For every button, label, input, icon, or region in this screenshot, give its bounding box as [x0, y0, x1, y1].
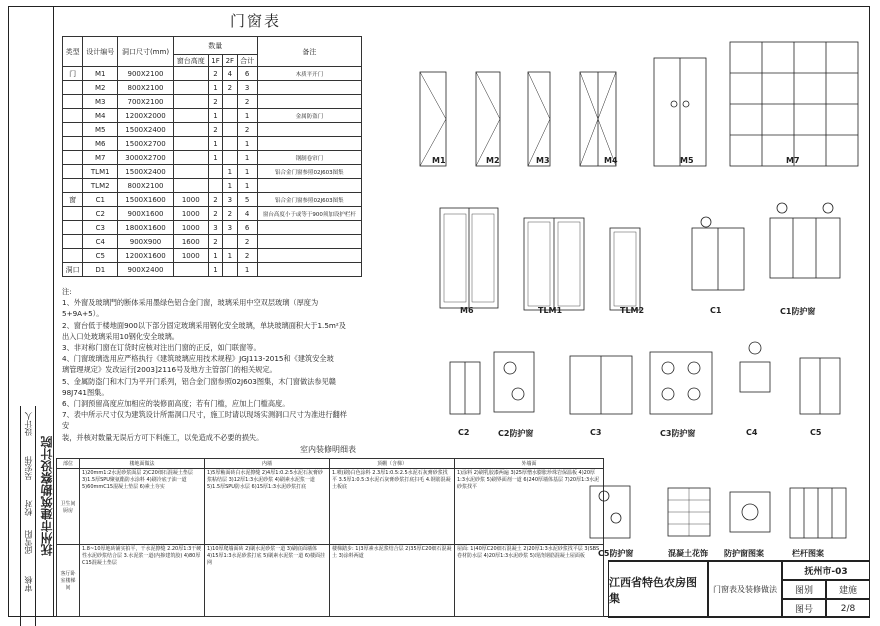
door-m3 [528, 72, 550, 166]
door-cell-total: 1 [237, 165, 257, 179]
door-cell-note: 金属防盗门 [257, 109, 361, 123]
door-cell-f1: 1 [208, 137, 222, 151]
door-table-row [63, 263, 362, 277]
finish-header-wall: 内墙 [205, 459, 330, 469]
door-cell-code: M7 [83, 151, 118, 165]
door-table-row [63, 123, 362, 137]
label-c3-guard: C3防护窗 [660, 429, 696, 438]
header-qty: 数量 [173, 37, 257, 55]
door-cell-total: 1 [237, 137, 257, 151]
roles-column [20, 406, 36, 626]
door-m1 [420, 72, 446, 166]
label-tlm2: TLM2 [620, 306, 645, 315]
label-c3: C3 [590, 428, 602, 437]
door-cell-type [63, 137, 83, 151]
header-note: 备注 [257, 37, 361, 67]
door-cell-type [63, 123, 83, 137]
note-line: 璃管理规定》发改运行[2003]2116号及地方主管部门的相关规定。 [62, 365, 277, 375]
door-cell-size: 1500X2700 [118, 137, 173, 151]
door-cell-f1: 3 [208, 221, 222, 235]
guard-pattern [730, 492, 770, 532]
note-line: 3、非对称门窗在订货时应核对注出门窗的正反，如门联窗等。 [62, 343, 261, 353]
sheet-title: 门窗表 [230, 12, 282, 30]
door-cell-sill [173, 95, 208, 109]
window-c1 [692, 217, 744, 290]
window-c4 [740, 342, 770, 392]
door-cell-code: TLM2 [83, 179, 118, 193]
door-cell-size: 1500X2400 [118, 123, 173, 137]
left-title-strip [8, 6, 54, 617]
door-cell-f2 [223, 95, 237, 109]
door-tlm2 [610, 228, 640, 310]
door-cell-type [63, 221, 83, 235]
label-railing-pattern: 栏杆图案 [792, 549, 824, 558]
door-table-row [63, 165, 362, 179]
door-cell-size: 800X2100 [118, 81, 173, 95]
door-cell-f1: 2 [208, 123, 222, 137]
door-cell-code: M4 [83, 109, 118, 123]
door-m7 [730, 42, 858, 166]
finish-row2-exterior: 屋面: 1)40厚C20细石混凝土 2)20厚1:3水泥砂浆找平层 3)SBS卷材防水层 4)20厚1:3水泥砂浆 5)现浇钢筋混凝土屋面板 [455, 545, 604, 617]
door-table-row [63, 179, 362, 193]
project-name: 江西省特色农房图集 [608, 561, 708, 618]
door-window-table [62, 36, 362, 277]
finish-row1-ceiling: 1.喷(刷)白色涂料 2.3厚1:0.5:2.5水泥石灰膏砂浆找平 3.5厚1:0.5:3水泥石灰膏砂浆打底扫毛 4.钢筋混凝土板底 [330, 469, 455, 545]
door-cell-f2: 3 [223, 221, 237, 235]
door-table-row [63, 137, 362, 151]
door-cell-note [257, 179, 361, 193]
label-m4: M4 [604, 156, 618, 165]
door-cell-type [63, 109, 83, 123]
door-cell-type [63, 81, 83, 95]
window-c5-guard [590, 486, 630, 538]
label-guard-pattern: 防护窗图案 [724, 549, 764, 558]
role-designer: 设计人 [24, 412, 33, 436]
finish-row2-floor: 1.8~10厚地砖铺实拍平，干水泥擦缝 2.20厚1:3干硬性水泥砂浆结合层 3.水泥浆一道(内掺建筑胶) 4)80厚C15混凝土垫层 [80, 545, 205, 617]
door-cell-note [257, 221, 361, 235]
note-line: 5、金属防盗门和木门为平开门系列，铝合金门窗参照02J603图集，木门窗做法参见赣 [62, 376, 336, 386]
door-cell-total: 1 [237, 263, 257, 277]
door-cell-note [257, 249, 361, 263]
door-cell-type: 门 [63, 67, 83, 81]
door-cell-sill [173, 179, 208, 193]
note-line: 6、门洞预留高度应加相应的装修面高度；若有门槛，应加上门槛高度。 [62, 399, 290, 409]
door-cell-total: 2 [237, 95, 257, 109]
window-c3-guard [650, 352, 712, 414]
institute-name: 抚州市建筑勘察设计院 [40, 436, 54, 556]
window-c1-guard [770, 203, 840, 278]
door-table-row [63, 207, 362, 221]
door-cell-f1: 1 [208, 109, 222, 123]
door-cell-total: 6 [237, 221, 257, 235]
door-cell-code: C4 [83, 235, 118, 249]
drawing-type-label: 图别 [782, 580, 826, 599]
door-cell-type [63, 249, 83, 263]
finish-header-part: 部位 [57, 459, 80, 469]
door-table-row [63, 221, 362, 235]
label-c5: C5 [810, 428, 822, 437]
header-code: 设计编号 [83, 37, 118, 67]
door-cell-total: 6 [237, 67, 257, 81]
door-cell-sill: 1000 [173, 207, 208, 221]
role-designer-name: 吴宏伟 [24, 456, 33, 480]
role-check: 校对 [24, 500, 33, 516]
door-cell-f1 [208, 179, 222, 193]
label-m3: M3 [536, 156, 550, 165]
door-cell-size: 1800X1600 [118, 221, 173, 235]
door-cell-f2 [223, 151, 237, 165]
window-c2 [450, 362, 480, 414]
door-cell-sill: 1000 [173, 193, 208, 207]
general-notes [62, 286, 352, 443]
finish-row1-label: 卫生间厨房 [57, 469, 80, 545]
door-cell-sill [173, 67, 208, 81]
door-cell-f1: 2 [208, 207, 222, 221]
door-cell-code: TLM1 [83, 165, 118, 179]
finish-header-floor: 楼地面做法 [80, 459, 205, 469]
door-cell-note: 木质平开门 [257, 67, 361, 81]
sheet-no-label: 图号 [782, 599, 826, 618]
door-cell-type: 窗 [63, 193, 83, 207]
header-type: 类型 [63, 37, 83, 67]
door-cell-f2: 1 [223, 249, 237, 263]
door-cell-note: 窗台高度小于或等于900须加设护栏杆 [257, 207, 361, 221]
finish-header-ceiling: 顶棚（含梯） [330, 459, 455, 469]
label-c5-guard: C5防护窗 [598, 549, 634, 558]
door-cell-sill [173, 81, 208, 95]
door-cell-total: 1 [237, 151, 257, 165]
note-line: 4、门窗玻璃选用应严格执行《建筑玻璃应用技术规程》JGJ113-2015和《建筑安全玻 [62, 354, 334, 364]
door-cell-total: 1 [237, 109, 257, 123]
note-line: 出入口处玻璃采用10钢化安全玻璃。 [62, 331, 179, 341]
door-cell-f1: 1 [208, 81, 222, 95]
sheet-no: 2/8 [826, 599, 870, 618]
door-cell-code: C3 [83, 221, 118, 235]
railing-pattern [790, 488, 846, 538]
door-cell-sill [173, 109, 208, 123]
label-tlm1: TLM1 [538, 306, 563, 315]
door-cell-code: M3 [83, 95, 118, 109]
door-cell-note: 铝合金门窗参照02J603图集 [257, 193, 361, 207]
finish-row1-exterior: 1)涂料 2)刷乳胶漆两遍 3)25厚憎水膨胀珍珠岩保温板 4)20厚1:3水泥砂浆 5)刷界面剂一道 6)240厚墙体基层 7)20厚1:3水泥砂浆找平 [455, 469, 604, 545]
door-cell-f2 [223, 109, 237, 123]
door-cell-f1: 2 [208, 67, 222, 81]
door-cell-type [63, 207, 83, 221]
door-m2 [476, 72, 500, 166]
label-c1-guard: C1防护窗 [780, 307, 816, 316]
door-cell-f2 [223, 235, 237, 249]
finish-row2-ceiling: 楼梯踏步: 1)3厚素水泥浆结合层 2)35厚C20细石混凝土 3)涂料两道 [330, 545, 455, 617]
door-cell-sill [173, 123, 208, 137]
door-table-row [63, 109, 362, 123]
door-table-row [63, 193, 362, 207]
label-m7: M7 [786, 156, 800, 165]
door-cell-size: 900X2400 [118, 263, 173, 277]
door-cell-sill: 1600 [173, 235, 208, 249]
door-cell-f2: 3 [223, 193, 237, 207]
door-cell-code: C2 [83, 207, 118, 221]
role-check-name: 邱雪阳 [24, 530, 33, 554]
door-cell-code: M2 [83, 81, 118, 95]
note-line: 2、窗台低于楼地面900以下部分固定玻璃采用钢化安全玻璃，单块玻璃面积大于1.5m²及 [62, 320, 346, 330]
door-cell-f2: 1 [223, 165, 237, 179]
door-table-row [63, 81, 362, 95]
door-cell-total: 5 [237, 193, 257, 207]
label-c2-guard: C2防护窗 [498, 429, 534, 438]
drawing-name: 门窗表及装修做法 [708, 561, 782, 618]
door-cell-total: 2 [237, 249, 257, 263]
door-cell-code: M5 [83, 123, 118, 137]
door-cell-f1 [208, 165, 222, 179]
header-sill: 窗台高度 [173, 55, 208, 67]
door-cell-f1: 2 [208, 235, 222, 249]
door-cell-note [257, 263, 361, 277]
door-tlm1 [524, 218, 584, 310]
door-cell-total: 3 [237, 81, 257, 95]
door-cell-type [63, 179, 83, 193]
door-cell-f2: 4 [223, 67, 237, 81]
door-cell-type [63, 165, 83, 179]
door-cell-f2: 2 [223, 207, 237, 221]
door-cell-f1: 1 [208, 151, 222, 165]
door-cell-size: 900X1600 [118, 207, 173, 221]
door-cell-size: 900X900 [118, 235, 173, 249]
interior-finish-title: 室内装修明细表 [300, 445, 356, 454]
door-cell-total: 1 [237, 179, 257, 193]
door-table-row [63, 67, 362, 81]
label-m2: M2 [486, 156, 500, 165]
door-cell-note [257, 81, 361, 95]
window-c3 [570, 356, 632, 414]
door-cell-f2: 2 [223, 81, 237, 95]
concrete-ornament [668, 488, 710, 536]
door-cell-type [63, 235, 83, 249]
door-table-row [63, 151, 362, 165]
door-cell-total: 4 [237, 207, 257, 221]
door-cell-sill [173, 165, 208, 179]
door-cell-type: 洞口 [63, 263, 83, 277]
door-cell-size: 1200X2000 [118, 109, 173, 123]
door-cell-total: 2 [237, 123, 257, 137]
door-cell-f2 [223, 263, 237, 277]
note-line: 98J741图集。 [62, 387, 109, 397]
label-c4: C4 [746, 428, 758, 437]
note-line: 装，并核对数量无误后方可下料施工，以免造成不必要的损失。 [62, 432, 264, 442]
door-cell-sill [173, 263, 208, 277]
door-cell-code: C5 [83, 249, 118, 263]
door-cell-size: 900X2100 [118, 67, 173, 81]
window-c5 [800, 358, 840, 414]
note-line: 5+9A+5）。 [62, 309, 104, 319]
elevation-drawings [410, 22, 870, 562]
finish-row1-floor: 1)20mm1:2水泥砂浆面层 2)C20细石混凝土垫层 3)1.5厚SPU聚氨酯防水涂料 4)刷冷底子油一道 5)60mmC15混凝土垫层 6)素土夯实 [80, 469, 205, 545]
door-cell-note: 钢制卷帘门 [257, 151, 361, 165]
label-m6: M6 [460, 306, 474, 315]
window-c2-guard [494, 352, 534, 412]
door-cell-f1: 1 [208, 249, 222, 263]
finish-row2-wall: 1)10厚爬墙面砖 2)刷水泥砂浆一道 3)刷底面墙体 4)15厚1:3水泥砂浆打底 5)刷素水泥浆一道 6)楼面挂网 [205, 545, 330, 617]
door-cell-code: M6 [83, 137, 118, 151]
door-table-row [63, 95, 362, 109]
door-cell-f1: 1 [208, 263, 222, 277]
door-cell-type [63, 95, 83, 109]
door-cell-f1: 2 [208, 193, 222, 207]
door-cell-code: D1 [83, 263, 118, 277]
door-m5 [654, 58, 706, 166]
note-line: 7、表中所示尺寸仅为建筑设计所需洞口尺寸，施工时请以现场实测洞口尺寸为准进行翻样安 [62, 410, 347, 431]
door-cell-note [257, 123, 361, 137]
drawing-type: 建施 [826, 580, 870, 599]
door-cell-size: 800X2100 [118, 179, 173, 193]
finish-row2-label: 客厅卧室楼梯间 [57, 545, 80, 617]
header-f1: 1F [208, 55, 222, 67]
label-concrete-ornament: 混凝土花饰 [668, 549, 708, 558]
door-m6 [440, 208, 498, 308]
door-cell-sill: 1000 [173, 221, 208, 235]
sheet-code: 抚州市-03 [782, 561, 870, 580]
door-cell-f2 [223, 137, 237, 151]
note-line: 1、外窗及玻璃門的断体采用墨绿色铝合金门窗，玻璃采用中空双层玻璃（厚度为 [62, 298, 319, 308]
door-cell-type [63, 151, 83, 165]
door-cell-sill [173, 137, 208, 151]
label-m5: M5 [680, 156, 694, 165]
door-table-row [63, 249, 362, 263]
note-line: 注: [62, 287, 72, 296]
door-cell-code: C1 [83, 193, 118, 207]
door-cell-code: M1 [83, 67, 118, 81]
door-table-row [63, 235, 362, 249]
header-total: 合计 [237, 55, 257, 67]
door-m4 [580, 72, 616, 166]
door-cell-note: 铝合金门窗参照02J603图集 [257, 165, 361, 179]
door-cell-size: 3000X2700 [118, 151, 173, 165]
door-cell-f1: 2 [208, 95, 222, 109]
door-cell-sill: 1000 [173, 249, 208, 263]
door-cell-size: 700X2100 [118, 95, 173, 109]
role-review: 审核 [24, 576, 33, 592]
label-c2: C2 [458, 428, 470, 437]
door-cell-size: 1200X1600 [118, 249, 173, 263]
header-size: 洞口尺寸(mm) [118, 37, 173, 67]
label-m1: M1 [432, 156, 446, 165]
door-cell-total: 2 [237, 235, 257, 249]
door-cell-note [257, 235, 361, 249]
finish-row1-wall: 1)5厚釉面砖白水泥擦缝 2)4厚1:0.2:5水泥石灰膏砂浆粘结层 3)12厚1:3水泥砂浆 4)刷素水泥浆一道 5)1.5厚SPU防水层 6)15厚1:3水泥砂浆打底 [205, 469, 330, 545]
door-cell-note [257, 137, 361, 151]
finish-header-exterior: 外墙面 [455, 459, 604, 469]
header-f2: 2F [223, 55, 237, 67]
door-cell-f2: 1 [223, 179, 237, 193]
door-cell-size: 1500X1600 [118, 193, 173, 207]
label-c1: C1 [710, 306, 722, 315]
door-cell-size: 1500X2400 [118, 165, 173, 179]
door-cell-note [257, 95, 361, 109]
door-cell-f2 [223, 123, 237, 137]
title-block [608, 560, 870, 618]
door-cell-sill [173, 151, 208, 165]
